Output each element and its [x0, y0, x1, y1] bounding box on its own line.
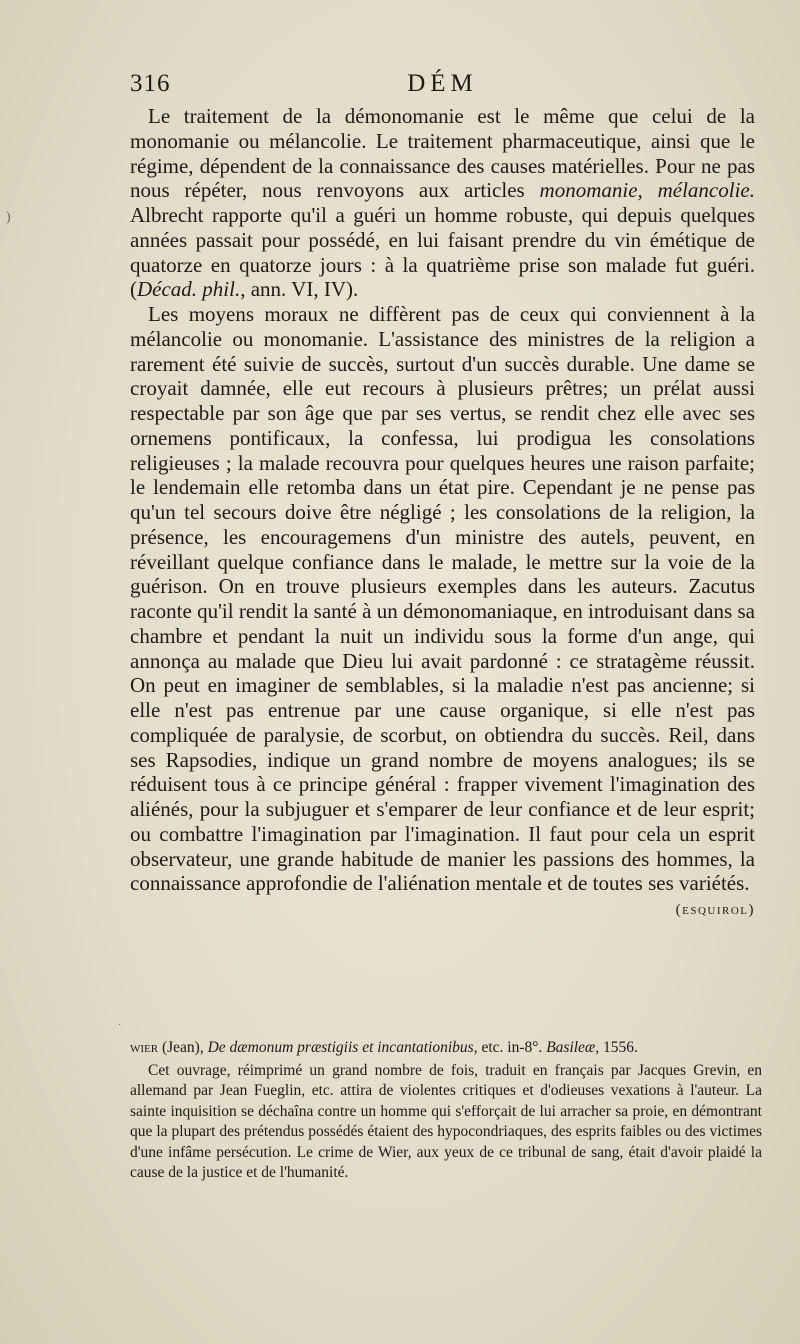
main-text — [130, 104, 755, 923]
bib-year: , 1556. — [595, 1039, 638, 1056]
paragraph-1-italic-1: monomanie, mélancolie. — [539, 178, 755, 203]
paragraph-1-text-c: , ann. VI, IV). — [240, 277, 359, 302]
paragraph-1 — [130, 104, 755, 302]
margin-mark-2: · — [118, 1020, 122, 1031]
bib-title: De dæmonum præstigiis et incantationibus — [207, 1039, 474, 1056]
paragraph-2-text: Les moyens moraux ne diffèrent pas de ceux qui conviennent à la mélancolie ou monomanie. L'assistance des ministres de la religion a rarement été suivie de succès, surtout d'un succès durable. Une dame se croyait damnée, elle eut recours à plusieurs prêtres; un prélat aussi respectable par son âge que par ses vertus, se rendit chez elle avec ses ornemens pontificaux, la confessa, lui prodigua les consolations religieuses ; la malade recouvra pour quelques heures une raison parfaite; le lendemain elle retomba dans un état pire. Cependant je ne pense pas qu'un tel secours doive être négligé ; les consolations de la religion, la présence, les encouragemens d'un ministre des autels, peuvent, en réveillant quelque confiance dans le malade, le mettre sur la voie de la guérison. On en trouve plusieurs exemples dans les auteurs. Zacutus raconte qu'il rendit la santé à un démonomaniaque, en introduisant dans sa chambre et pendant la nuit un individu sous la forme d'un ange, qui annonça au malade que Dieu lui avait pardonné : ce stratagème réussit. On peut en imaginer de semblables, si la maladie n'est pas ancienne; si elle n'est pas entrenue par une cause organique, si elle n'est pas compliquée de paralysie, de scorbut, on obtiendra du succès. Reil, dans ses Rapsodies, indique un grand nombre de moyens analogues; ils se réduisent tous à ce principe général : frapper vivement l'imagination des aliénés, pour la subjuguer et s'emparer de leur confiance et de leur esprit; ou combattre l'imagination par l'imagination. Il faut pour cela un esprit observateur, une grande habitude de manier les passions des hommes, la connaissance approfondie de l'aliénation mentale et de toutes ses variétés. — [130, 302, 755, 896]
author-signature: (esquirol) — [675, 902, 755, 918]
bib-author-first: (Jean), — [158, 1039, 208, 1056]
bib-place: Basileæ — [546, 1039, 596, 1056]
paragraph-2 — [130, 302, 755, 918]
paragraph-1-text-b: Albrecht rapporte qu'il a guéri un homme robuste, qui depuis quelques années passait pour possédé, en lui faisant prendre du vin émétique de quatorze en quatorze jours : à la quatrième prise son malade fut guéri. ( — [130, 203, 755, 302]
bibliography-note — [130, 1038, 762, 1184]
bib-format: , etc. in-8°. — [473, 1039, 547, 1056]
bibliography-entry — [130, 1038, 762, 1059]
running-head — [130, 70, 755, 104]
paragraph-1-text-a: Le traitement de la démonomanie est le même que celui de la monomanie ou mélancolie. Le traitement pharmaceutique, ainsi que le régime, dépendent de la connaissance des causes matérielles. Pour ne pas nous répéter, nous renvoyons aux articles — [130, 104, 755, 203]
margin-mark-1: ) — [6, 210, 11, 225]
paragraph-1-italic-2: Décad. phil. — [137, 277, 241, 302]
running-title: DÉM — [407, 70, 478, 97]
bib-author: wier — [130, 1039, 159, 1056]
bib-commentary: Cet ouvrage, réimprimé un grand nombre de fois, traduit en français par Jacques Grevin, en allemand par Jean Fueglin, etc. attira de violentes critiques et d'odieuses vexations à l'auteur. La sainte inquisition se déchaîna contre un homme qui s'efforçait de lui arracher sa proie, en démontrant que la plupart des prétendus possédés étaient des hypocondriaques, des esprits faibles ou des victimes d'une infâme persécution. Le crime de Wier, aux yeux de ce tribunal de sang, était d'avoir plaidé la cause de la justice et de l'humanité. — [130, 1061, 762, 1181]
page-number: 316 — [130, 70, 171, 97]
